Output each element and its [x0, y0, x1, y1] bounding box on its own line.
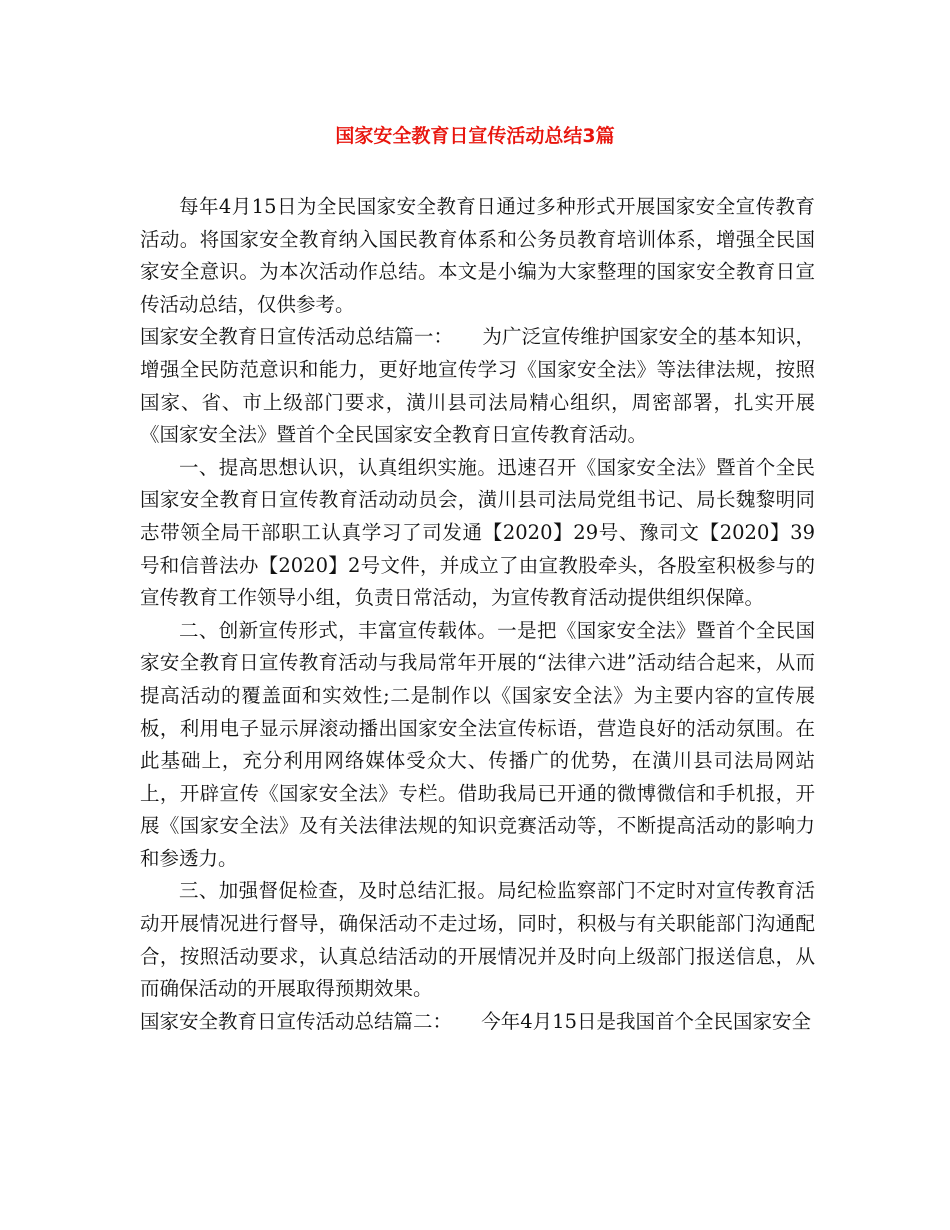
section-two-heading-paragraph: 国家安全教育日宣传活动总结篇二： 今年4月15日是我国首个全民国家安全 [140, 1009, 811, 1033]
document-body [140, 191, 815, 1038]
point-two-paragraph: 二、创新宣传形式，丰富宣传载体。一是把《国家安全法》暨首个全民国家安全教育日宣传教育活动与我局常年开展的“法律六进”活动结合起来，从而提高活动的覆盖面和实效性;二是制作以《国家安全法》为主要内容的宣传展板，利用电子显示屏滚动播出国家安全法宣传标语，营造良好的活动氛围。在此基础上，充分利用网络媒体受众大、传播广的优势，在潢川县司法局网站上，开辟宣传《国家安全法》专栏。借助我局已开通的微博微信和手机报，开展《国家安全法》及有关法律法规的知识竞赛活动等，不断提高活动的影响力和参透力。 [140, 618, 815, 870]
document-title: 国家安全教育日宣传活动总结3篇 [335, 125, 615, 147]
point-one-paragraph: 一、提高思想认识，认真组织实施。迅速召开《国家安全法》暨首个全民国家安全教育日宣传教育活动动员会，潢川县司法局党组书记、局长魏黎明同志带领全局干部职工认真学习了司发通【2020】29号、豫司文【2020】39号和信普法办【2020】2号文件，并成立了由宣教股牵头，各股室积极参与的宣传教育工作领导小组，负责日常活动，为宣传教育活动提供组织保障。 [140, 455, 815, 610]
point-three-paragraph: 三、加强督促检查，及时总结汇报。局纪检监察部门不定时对宣传教育活动开展情况进行督导，确保活动不走过场，同时，积极与有关职能部门沟通配合，按照活动要求，认真总结活动的开展情况并及时向上级部门报送信息，从而确保活动的开展取得预期效果。 [140, 879, 815, 1001]
intro-paragraph: 每年4月15日为全民国家安全教育日通过多种形式开展国家安全宣传教育活动。将国家安全教育纳入国民教育体系和公务员教育培训体系，增强全民国家安全意识。为本次活动作总结。本文是小编为大家整理的国家安全教育日宣传活动总结，仅供参考。 [140, 195, 815, 316]
section-one-heading-paragraph: 国家安全教育日宣传活动总结篇一： 为广泛宣传维护国家安全的基本知识，增强全民防范意识和能力，更好地宣传学习《国家安全法》等法律法规，按照国家、省、市上级部门要求，潢川县司法局精心组织，周密部署，扎实开展《国家安全法》暨首个全民国家安全教育日宣传教育活动。 [140, 325, 815, 447]
